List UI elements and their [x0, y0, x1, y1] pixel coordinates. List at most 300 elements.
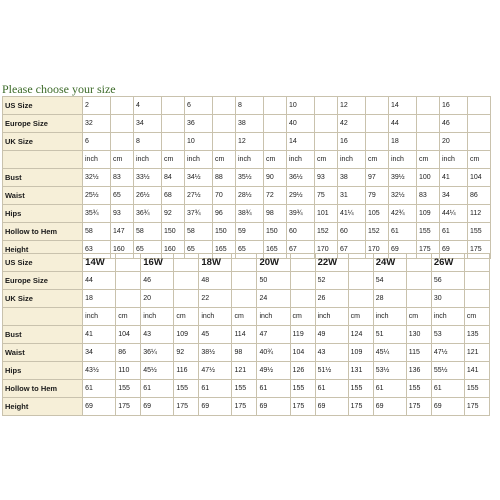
size-cell: 72 — [264, 187, 287, 205]
size-cell: 4 — [134, 97, 162, 115]
size-cell: 44 — [83, 272, 116, 290]
size-row — [3, 151, 491, 169]
size-cell: 47 — [257, 326, 290, 344]
size-row — [3, 97, 491, 115]
size-row — [3, 344, 490, 362]
size-cell: 155 — [174, 380, 199, 398]
size-cell: 25½ — [83, 187, 111, 205]
size-cell — [315, 115, 338, 133]
size-cell: 38 — [236, 115, 264, 133]
row-label: US Size — [3, 97, 83, 115]
size-cell: 175 — [174, 398, 199, 416]
size-cell: 32½ — [83, 169, 111, 187]
size-cell: 53½ — [373, 362, 406, 380]
size-cell: 126 — [290, 362, 315, 380]
size-cell: 155 — [348, 380, 373, 398]
size-cell — [406, 290, 431, 308]
size-cell: 69 — [257, 398, 290, 416]
size-cell: 60 — [287, 223, 315, 241]
size-cell: 52 — [315, 272, 348, 290]
size-cell: 43 — [315, 344, 348, 362]
size-cell: inch — [373, 308, 406, 326]
size-cell: 44 — [389, 115, 417, 133]
size-cell: 104 — [116, 326, 141, 344]
size-cell: 12 — [338, 97, 366, 115]
size-cell: 175 — [406, 398, 431, 416]
size-cell — [406, 272, 431, 290]
size-cell: 47½ — [199, 362, 232, 380]
size-cell: 92 — [174, 344, 199, 362]
size-cell — [213, 97, 236, 115]
size-cell: 69 — [83, 398, 116, 416]
size-cell: 98 — [264, 205, 287, 223]
size-cell: 100 — [417, 169, 440, 187]
row-label: Europe Size — [3, 115, 83, 133]
size-cell: 51 — [373, 326, 406, 344]
size-cell: 61 — [373, 380, 406, 398]
size-cell — [116, 290, 141, 308]
size-cell: 60 — [338, 223, 366, 241]
size-cell: 79 — [366, 187, 389, 205]
size-cell: 44¼ — [440, 205, 468, 223]
size-cell: 97 — [366, 169, 389, 187]
size-cell: 65 — [185, 241, 213, 259]
size-cell: cm — [213, 151, 236, 169]
size-cell — [264, 133, 287, 151]
size-row — [3, 223, 491, 241]
row-label: US Size — [3, 254, 83, 272]
size-row — [3, 115, 491, 133]
size-cell: 58 — [134, 223, 162, 241]
size-cell: 34 — [440, 187, 468, 205]
size-cell: 35½ — [236, 169, 264, 187]
size-row — [3, 205, 491, 223]
size-cell: 35¾ — [83, 205, 111, 223]
row-label: Hollow to Hem — [3, 223, 83, 241]
size-cell: 104 — [468, 169, 491, 187]
size-cell: 69 — [373, 398, 406, 416]
size-cell: 31 — [338, 187, 366, 205]
row-label: Hollow to Hem — [3, 380, 83, 398]
size-cell — [417, 115, 440, 133]
size-cell: 88 — [213, 169, 236, 187]
size-row — [3, 380, 490, 398]
size-cell: cm — [348, 308, 373, 326]
size-cell: 28 — [373, 290, 406, 308]
size-cell — [468, 133, 491, 151]
size-cell: 136 — [406, 362, 431, 380]
size-cell: 175 — [116, 398, 141, 416]
size-cell: inch — [257, 308, 290, 326]
size-cell: cm — [366, 151, 389, 169]
size-cell: 116 — [174, 362, 199, 380]
size-cell: inch — [83, 308, 116, 326]
size-cell: 150 — [264, 223, 287, 241]
size-cell — [290, 272, 315, 290]
size-cell: 36½ — [287, 169, 315, 187]
row-label: Bust — [3, 326, 83, 344]
size-cell: 38¾ — [236, 205, 264, 223]
size-cell: 112 — [468, 205, 491, 223]
size-cell: 175 — [417, 241, 440, 259]
size-cell: 124 — [348, 326, 373, 344]
size-cell: 41¼ — [338, 205, 366, 223]
size-cell — [111, 97, 134, 115]
size-cell — [366, 97, 389, 115]
size-cell: 160 — [162, 241, 185, 259]
size-cell: 155 — [417, 223, 440, 241]
size-cell: 65 — [111, 187, 134, 205]
size-cell: 63 — [83, 241, 111, 259]
size-cell: cm — [116, 308, 141, 326]
size-cell: cm — [111, 151, 134, 169]
size-cell: 41 — [440, 169, 468, 187]
size-cell: inch — [389, 151, 417, 169]
size-cell: 170 — [366, 241, 389, 259]
size-cell — [290, 290, 315, 308]
size-cell: 43½ — [83, 362, 116, 380]
size-cell: 14 — [389, 97, 417, 115]
size-cell: 24W — [373, 254, 406, 272]
size-row — [3, 169, 491, 187]
size-cell: 32½ — [389, 187, 417, 205]
size-cell: 59 — [236, 223, 264, 241]
row-label — [3, 151, 83, 169]
size-cell: 121 — [232, 362, 257, 380]
size-cell: inch — [141, 308, 174, 326]
size-cell: 42 — [338, 115, 366, 133]
size-cell: 53 — [431, 326, 464, 344]
size-cell: cm — [232, 308, 257, 326]
size-cell: inch — [440, 151, 468, 169]
size-cell: 49 — [315, 326, 348, 344]
size-row — [3, 290, 490, 308]
size-cell: 45½ — [141, 362, 174, 380]
size-row — [3, 254, 490, 272]
size-cell: cm — [315, 151, 338, 169]
size-cell: inch — [431, 308, 464, 326]
size-cell: 61 — [257, 380, 290, 398]
size-cell: 28½ — [236, 187, 264, 205]
size-cell: 45¼ — [373, 344, 406, 362]
size-cell: 22 — [199, 290, 232, 308]
size-cell: 61 — [315, 380, 348, 398]
size-cell: 83 — [111, 169, 134, 187]
size-cell: 47½ — [431, 344, 464, 362]
size-cell: cm — [264, 151, 287, 169]
size-chart-table-standard — [2, 96, 491, 259]
size-cell: 105 — [366, 205, 389, 223]
size-cell: 93 — [315, 169, 338, 187]
size-cell: 69 — [440, 241, 468, 259]
size-cell — [264, 115, 287, 133]
size-cell: 43 — [141, 326, 174, 344]
size-cell: 155 — [406, 380, 431, 398]
size-cell: 12 — [236, 133, 264, 151]
size-cell: 34 — [134, 115, 162, 133]
size-cell: 61 — [83, 380, 116, 398]
size-cell: 69 — [389, 241, 417, 259]
size-cell: 2 — [83, 97, 111, 115]
size-cell: 20 — [440, 133, 468, 151]
row-label: UK Size — [3, 133, 83, 151]
size-cell — [464, 254, 489, 272]
row-label: UK Size — [3, 290, 83, 308]
size-cell — [111, 115, 134, 133]
size-cell — [232, 272, 257, 290]
size-cell: 96 — [213, 205, 236, 223]
size-cell: 150 — [162, 223, 185, 241]
row-label: Waist — [3, 187, 83, 205]
size-cell: 152 — [315, 223, 338, 241]
size-cell — [315, 97, 338, 115]
size-row — [3, 326, 490, 344]
size-cell: 92 — [162, 205, 185, 223]
size-cell: 86 — [468, 187, 491, 205]
size-cell: 70 — [213, 187, 236, 205]
size-cell: 42¾ — [389, 205, 417, 223]
size-cell: 119 — [290, 326, 315, 344]
size-cell: 150 — [213, 223, 236, 241]
size-cell: 93 — [111, 205, 134, 223]
size-cell: 115 — [406, 344, 431, 362]
size-cell: 155 — [464, 380, 489, 398]
size-cell: 114 — [232, 326, 257, 344]
size-cell: 155 — [232, 380, 257, 398]
size-cell: 40 — [287, 115, 315, 133]
size-cell: 84 — [162, 169, 185, 187]
size-cell: 50 — [257, 272, 290, 290]
size-cell: 18 — [389, 133, 417, 151]
size-cell — [162, 133, 185, 151]
size-cell — [417, 97, 440, 115]
size-cell: 155 — [290, 380, 315, 398]
size-cell: 61 — [389, 223, 417, 241]
size-cell: 33½ — [134, 169, 162, 187]
size-cell: 41 — [83, 326, 116, 344]
size-cell: 131 — [348, 362, 373, 380]
size-cell: 56 — [431, 272, 464, 290]
size-cell: 36¼ — [141, 344, 174, 362]
size-cell: 48 — [199, 272, 232, 290]
size-cell: 55½ — [431, 362, 464, 380]
size-cell: 165 — [264, 241, 287, 259]
size-cell: 20W — [257, 254, 290, 272]
size-cell — [464, 290, 489, 308]
size-cell: 26 — [315, 290, 348, 308]
size-cell: inch — [83, 151, 111, 169]
size-cell — [116, 272, 141, 290]
size-cell: 34½ — [185, 169, 213, 187]
size-cell: 61 — [141, 380, 174, 398]
size-cell: 14 — [287, 133, 315, 151]
size-cell — [162, 115, 185, 133]
size-cell: 16 — [338, 133, 366, 151]
size-cell: 98 — [232, 344, 257, 362]
size-cell — [366, 133, 389, 151]
size-cell: 39½ — [389, 169, 417, 187]
size-cell: 69 — [315, 398, 348, 416]
size-cell: 141 — [464, 362, 489, 380]
size-cell — [406, 254, 431, 272]
size-cell: 175 — [464, 398, 489, 416]
size-cell: 30 — [431, 290, 464, 308]
size-cell: 90 — [264, 169, 287, 187]
size-cell: 36¾ — [134, 205, 162, 223]
size-cell: 37¾ — [185, 205, 213, 223]
size-cell — [348, 272, 373, 290]
size-cell: 67 — [287, 241, 315, 259]
size-row — [3, 272, 490, 290]
size-cell: 58 — [185, 223, 213, 241]
size-cell: 39¾ — [287, 205, 315, 223]
size-cell: 20 — [141, 290, 174, 308]
size-cell: 46 — [141, 272, 174, 290]
size-cell: inch — [287, 151, 315, 169]
size-cell: cm — [468, 151, 491, 169]
size-cell: 83 — [417, 187, 440, 205]
size-cell: inch — [338, 151, 366, 169]
size-cell: cm — [417, 151, 440, 169]
size-cell — [348, 290, 373, 308]
size-cell — [232, 290, 257, 308]
size-cell: 101 — [315, 205, 338, 223]
size-cell: 135 — [464, 326, 489, 344]
size-cell: 69 — [199, 398, 232, 416]
row-label: Hips — [3, 362, 83, 380]
size-cell: 109 — [174, 326, 199, 344]
size-cell: 40¾ — [257, 344, 290, 362]
size-cell: 147 — [111, 223, 134, 241]
size-cell: 110 — [116, 362, 141, 380]
size-cell: cm — [290, 308, 315, 326]
size-cell — [464, 272, 489, 290]
size-cell: 10 — [287, 97, 315, 115]
size-cell: 175 — [348, 398, 373, 416]
size-cell: inch — [134, 151, 162, 169]
size-cell: 6 — [185, 97, 213, 115]
size-cell: 175 — [232, 398, 257, 416]
size-cell: 155 — [116, 380, 141, 398]
row-label: Bust — [3, 169, 83, 187]
size-cell: 16 — [440, 97, 468, 115]
size-cell: 170 — [315, 241, 338, 259]
size-cell: 36 — [185, 115, 213, 133]
size-cell: 165 — [213, 241, 236, 259]
row-label: Europe Size — [3, 272, 83, 290]
size-cell: 68 — [162, 187, 185, 205]
size-cell: 104 — [290, 344, 315, 362]
size-row — [3, 398, 490, 416]
size-cell: inch — [199, 308, 232, 326]
size-cell: 65 — [134, 241, 162, 259]
size-cell — [366, 115, 389, 133]
size-row — [3, 362, 490, 380]
size-cell: 24 — [257, 290, 290, 308]
size-cell: 61 — [199, 380, 232, 398]
size-cell: 51½ — [315, 362, 348, 380]
size-cell: 10 — [185, 133, 213, 151]
size-cell — [417, 133, 440, 151]
size-cell: 38 — [338, 169, 366, 187]
size-cell — [174, 290, 199, 308]
size-cell: 121 — [464, 344, 489, 362]
row-label: Waist — [3, 344, 83, 362]
size-cell: cm — [406, 308, 431, 326]
size-cell: 49½ — [257, 362, 290, 380]
size-cell: cm — [464, 308, 489, 326]
size-cell: 65 — [236, 241, 264, 259]
size-cell: 29½ — [287, 187, 315, 205]
size-chart-table-plus — [2, 253, 490, 416]
size-cell: 32 — [83, 115, 111, 133]
size-cell: 6 — [83, 133, 111, 151]
size-cell: inch — [236, 151, 264, 169]
size-cell: 14W — [83, 254, 116, 272]
size-cell — [232, 254, 257, 272]
size-cell: 86 — [116, 344, 141, 362]
size-cell — [116, 254, 141, 272]
size-cell — [213, 115, 236, 133]
size-cell: inch — [315, 308, 348, 326]
size-cell: 8 — [236, 97, 264, 115]
size-cell: 109 — [417, 205, 440, 223]
size-cell: 109 — [348, 344, 373, 362]
size-cell: inch — [185, 151, 213, 169]
size-row — [3, 133, 491, 151]
size-cell: 130 — [406, 326, 431, 344]
size-cell: 75 — [315, 187, 338, 205]
size-cell: 27½ — [185, 187, 213, 205]
size-cell — [468, 115, 491, 133]
size-cell — [315, 133, 338, 151]
size-cell: 34 — [83, 344, 116, 362]
size-cell: 175 — [290, 398, 315, 416]
size-cell: 54 — [373, 272, 406, 290]
size-cell: 18W — [199, 254, 232, 272]
size-cell: 61 — [431, 380, 464, 398]
size-cell: 61 — [440, 223, 468, 241]
size-cell — [264, 97, 287, 115]
size-cell — [468, 97, 491, 115]
row-label: Hips — [3, 205, 83, 223]
size-cell — [174, 272, 199, 290]
row-label: Height — [3, 398, 83, 416]
size-cell: 160 — [111, 241, 134, 259]
size-cell: cm — [162, 151, 185, 169]
size-cell — [213, 133, 236, 151]
row-label — [3, 308, 83, 326]
size-cell: 175 — [468, 241, 491, 259]
size-cell: 152 — [366, 223, 389, 241]
size-cell: 22W — [315, 254, 348, 272]
row-label: Height — [3, 241, 83, 259]
size-cell: 67 — [338, 241, 366, 259]
size-cell: 69 — [141, 398, 174, 416]
size-row — [3, 187, 491, 205]
size-cell: 18 — [83, 290, 116, 308]
size-cell — [290, 254, 315, 272]
size-cell: 155 — [468, 223, 491, 241]
size-cell: 69 — [431, 398, 464, 416]
page-title: Please choose your size — [2, 82, 116, 96]
size-cell: 26W — [431, 254, 464, 272]
size-cell: cm — [174, 308, 199, 326]
size-cell: 45 — [199, 326, 232, 344]
size-cell: 58 — [83, 223, 111, 241]
size-cell — [162, 97, 185, 115]
size-cell: 46 — [440, 115, 468, 133]
